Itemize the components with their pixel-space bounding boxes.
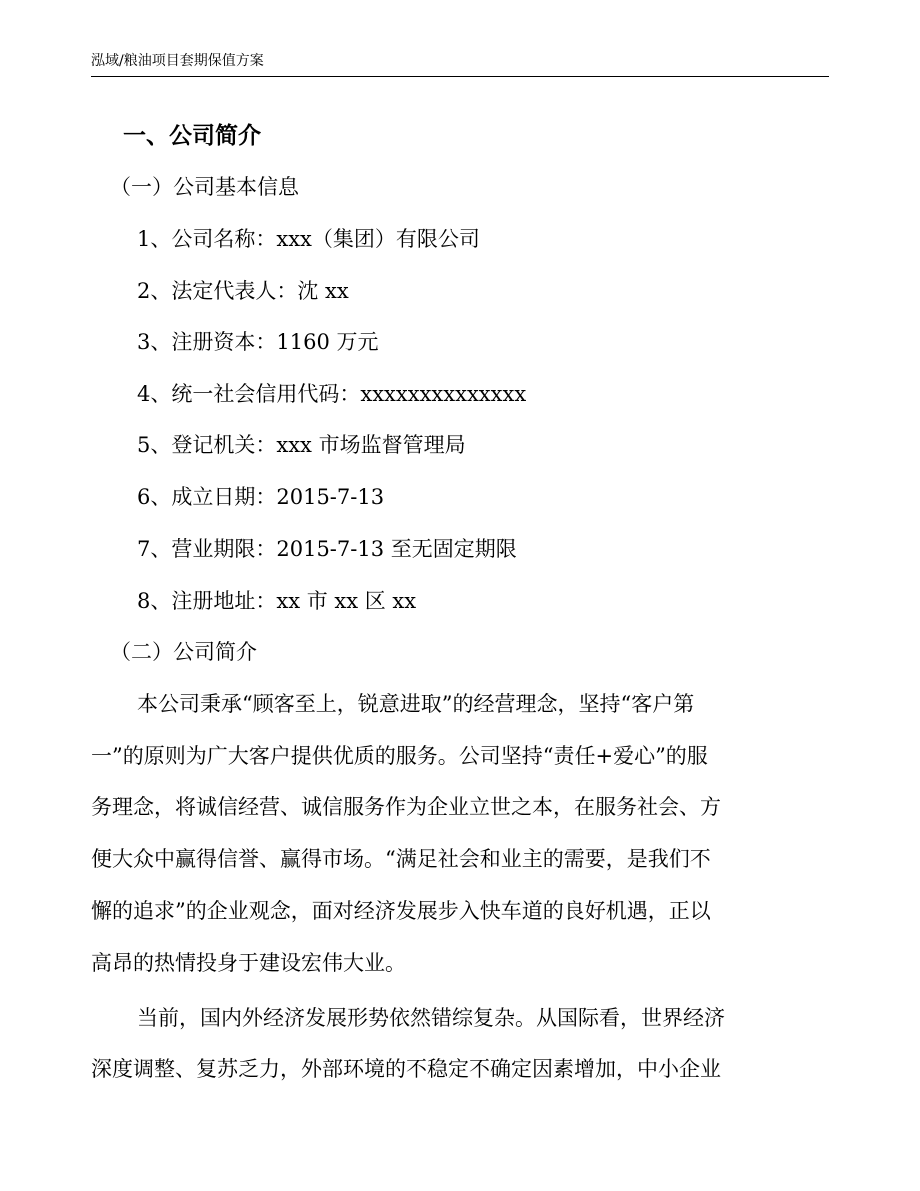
info-line-term: 7、营业期限：2015-7-13 至无固定期限: [137, 537, 517, 561]
info-line-founded: 6、成立日期：2015-7-13: [137, 485, 385, 509]
page-header-title: 泓域/粮油项目套期保值方案: [91, 53, 264, 69]
paragraph-line: 务理念，将诚信经营、诚信服务作为企业立世之本，在服务社会、方: [91, 795, 721, 819]
info-line-capital: 3、注册资本：1160 万元: [137, 330, 379, 354]
paragraph-line: 高昂的热情投身于建设宏伟大业。: [91, 951, 406, 975]
paragraph-line: 深度调整、复苏乏力，外部环境的不稳定不确定因素增加，中小企业: [91, 1057, 721, 1081]
info-line-company-name: 1、公司名称：xxx（集团）有限公司: [137, 227, 480, 251]
info-line-credit-code: 4、统一社会信用代码：xxxxxxxxxxxxxx: [137, 382, 527, 406]
paragraph-line: 便大众中赢得信誉、赢得市场。“满足社会和业主的需要，是我们不: [91, 847, 711, 871]
paragraph-line: 懈的追求”的企业观念，面对经济发展步入快车道的良好机遇，正以: [91, 899, 711, 923]
section-heading: 一、公司简介: [123, 123, 261, 149]
subsection-heading-intro: （二）公司简介: [110, 640, 257, 664]
paragraph-line: 一”的原则为广大客户提供优质的服务。公司坚持“责任+爱心”的服: [91, 744, 708, 768]
info-line-registry: 5、登记机关：xxx 市场监督管理局: [137, 433, 466, 457]
paragraph-line: 本公司秉承“顾客至上，锐意进取”的经营理念，坚持“客户第: [137, 692, 695, 716]
header-divider: [91, 76, 829, 77]
info-line-legal-rep: 2、法定代表人：沈 xx: [137, 279, 349, 303]
subsection-heading-basic-info: （一）公司基本信息: [110, 175, 299, 199]
paragraph-line: 当前，国内外经济发展形势依然错综复杂。从国际看，世界经济: [137, 1006, 725, 1030]
info-line-address: 8、注册地址：xx 市 xx 区 xx: [137, 589, 417, 613]
